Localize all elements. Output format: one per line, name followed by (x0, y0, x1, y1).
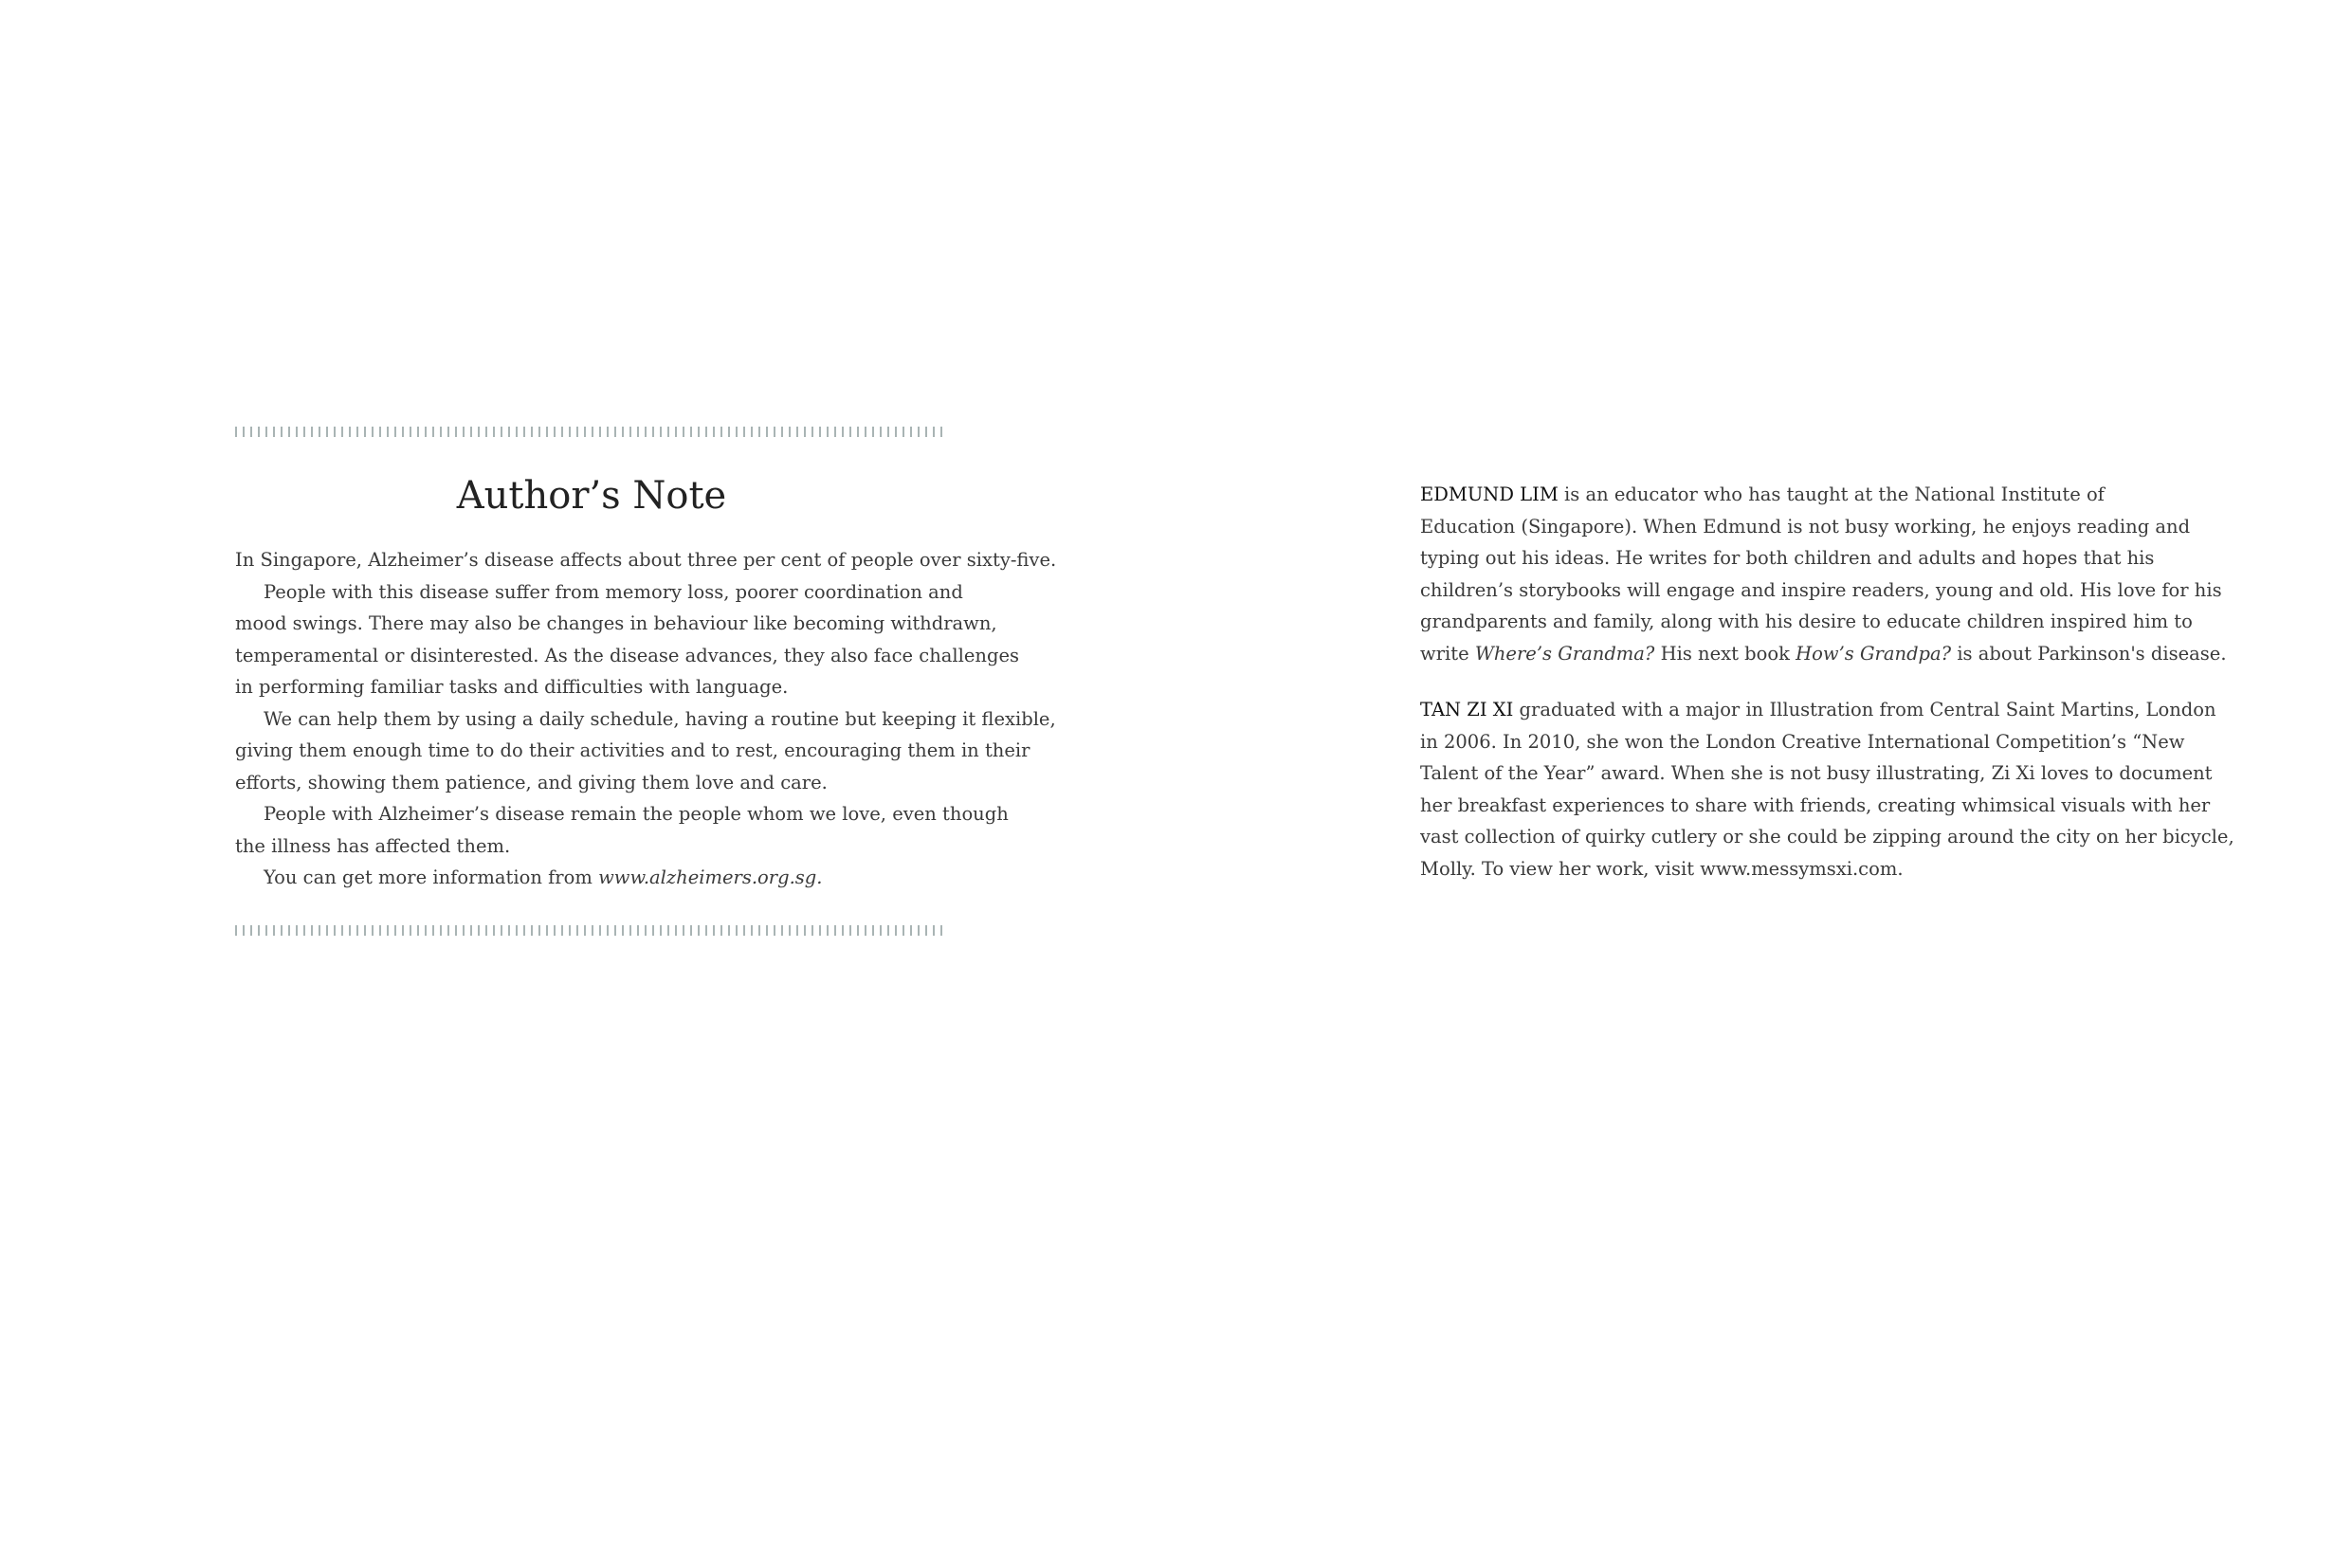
more-info-text: You can get more information from (264, 866, 599, 888)
bio-line: children’s storybooks will engage and inspire readers, young and old. His love for his (1420, 578, 2222, 601)
authors-note-section (235, 427, 1057, 936)
note-line: mood swings. There may also be changes in behaviour like becoming withdrawn, (235, 612, 997, 634)
note-line: People with Alzheimer’s disease remain the people whom we love, even though (264, 803, 1009, 825)
illustrator-name: TAN ZI XI (1420, 699, 1514, 720)
note-line: People with this disease suffer from memory loss, poorer coordination and (264, 580, 963, 603)
more-info-line (235, 862, 948, 894)
bio-text: His next book (1654, 642, 1796, 665)
bio-line: vast collection of quirky cutlery or she could be zipping around the city on her bicycle, (1420, 826, 2234, 848)
authors-note-body (235, 544, 1057, 894)
note-line: in performing familiar tasks and difficulties with language. (235, 676, 789, 698)
bio-line (1420, 694, 2216, 726)
note-line: giving them enough time to do their activities and to rest, encouraging them in their (235, 739, 1030, 761)
bio-text: is about Parkinson's disease. (1951, 642, 2227, 665)
bio-text: write (1420, 642, 1475, 665)
bio-line: in 2006. In 2010, she won the London Creative International Competition’s “New (1420, 730, 2185, 753)
bottom-dashed-rule (235, 925, 942, 936)
author-bio (1420, 479, 2227, 669)
bio-line: Education (Singapore). When Edmund is not busy working, he enjoys reading and (1420, 515, 2191, 538)
illustrator-bio (1420, 694, 2234, 884)
note-line: In Singapore, Alzheimer’s disease affects about three per cent of people over sixty-five. (235, 549, 1057, 571)
bio-line: grandparents and family, along with his desire to educate children inspired him to (1420, 611, 2193, 632)
bio-line (1420, 638, 2227, 670)
note-line: We can help them by using a daily schedule, having a routine but keeping it flexible, (264, 707, 1056, 730)
bio-line: Molly. To view her work, visit www.messymsxi.com. (1420, 857, 1904, 880)
note-line: efforts, showing them patience, and giving them love and care. (235, 771, 828, 793)
book-title: Where’s Grandma? (1474, 642, 1655, 665)
bio-text: graduated with a major in Illustration from Central Saint Martins, London (1513, 699, 2216, 720)
author-name: EDMUND LIM (1420, 483, 1559, 505)
note-line: the illness has affected them. (235, 834, 511, 857)
authors-note-title: Author’s Note (456, 474, 727, 518)
note-line: temperamental or disinterested. As the disease advances, they also face challenges (235, 644, 1020, 666)
bio-line: her breakfast experiences to share with friends, creating whimsical visuals with her (1420, 793, 2211, 816)
bio-text: is an educator who has taught at the National Institute of (1558, 483, 2105, 505)
bio-line: typing out his ideas. He writes for both children and adults and hopes that his (1420, 547, 2155, 569)
book-title: How’s Grandpa? (1796, 642, 1952, 665)
bio-line: Talent of the Year” award. When she is not busy illustrating, Zi Xi loves to document (1420, 762, 2213, 784)
bios-section (1420, 479, 2234, 884)
bio-line (1420, 479, 2133, 511)
top-dashed-rule (235, 427, 942, 437)
more-info-url: www.alzheimers.org.sg. (598, 866, 823, 888)
